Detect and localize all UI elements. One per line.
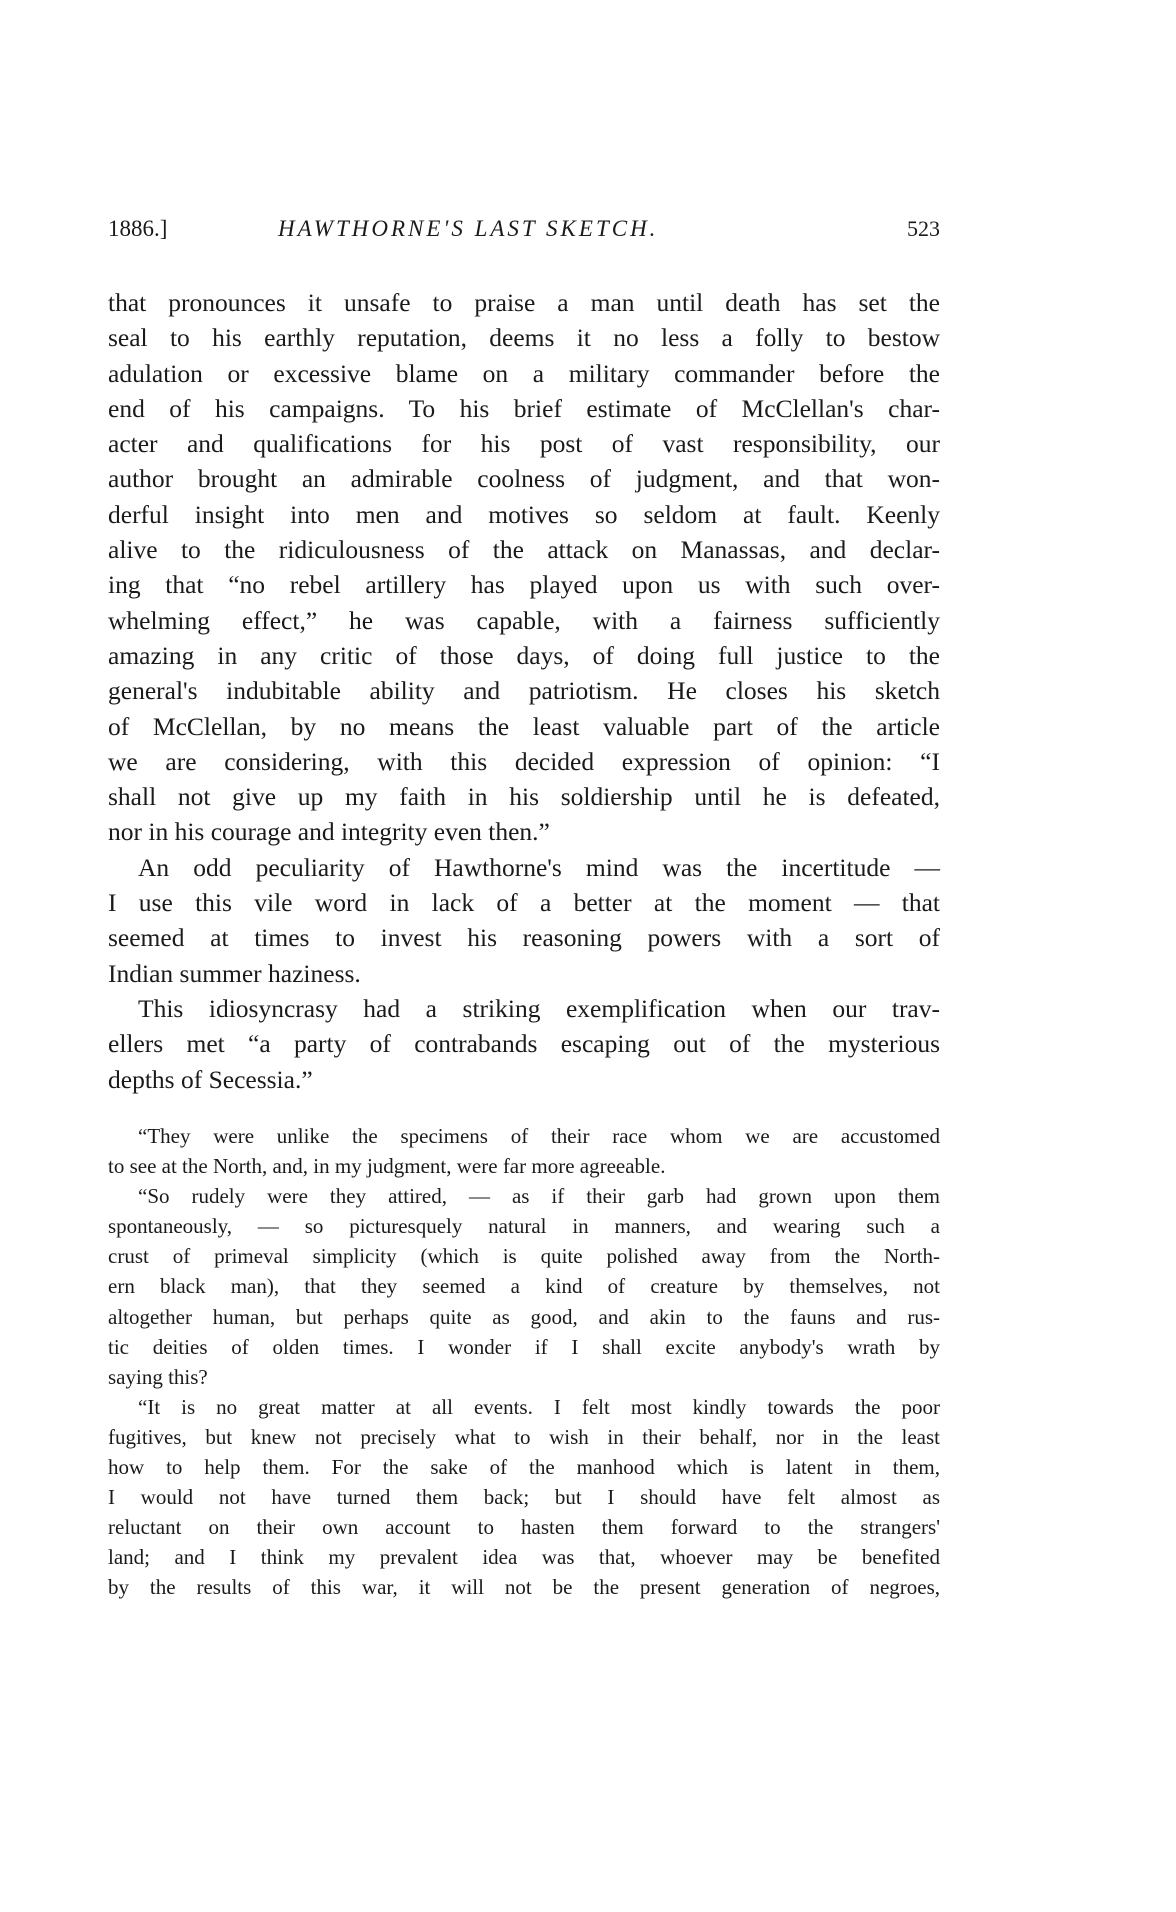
- text-line: author brought an admirable coolness of judgment, and that won-: [108, 464, 940, 494]
- text-line: amazing in any critic of those days, of doing full justice to the: [108, 640, 940, 670]
- text-line: I use this vile word in lack of a better at the moment — that: [108, 888, 940, 918]
- quote-line: reluctant on their own account to hasten them forward to the strangers': [108, 1515, 940, 1540]
- quote-line: how to help them. For the sake of the manhood which is latent in them,: [108, 1455, 940, 1480]
- quote-line: spontaneously, — so picturesquely natural in manners, and wearing such a: [108, 1214, 940, 1239]
- text-line: whelming effect,” he was capable, with a fairness sufficiently: [108, 605, 940, 635]
- running-header: [108, 212, 940, 246]
- text-line: we are considering, with this decided expression of opinion: “I: [108, 746, 940, 776]
- text-line: adulation or excessive blame on a military commander before the: [108, 358, 940, 388]
- block-quote: [108, 1121, 940, 1603]
- quote-line: to see at the North, and, in my judgment, were far more agreeable.: [108, 1154, 666, 1179]
- paragraph-start: This idiosyncrasy had a striking exemplification when our trav-: [138, 993, 940, 1023]
- quote-paragraph-start: “It is no great matter at all events. I felt most kindly towards the poor: [138, 1394, 940, 1419]
- text-line: seal to his earthly reputation, deems it no less a folly to bestow: [108, 323, 940, 353]
- main-text: [108, 285, 940, 1097]
- header-year: 1886.]: [108, 216, 168, 241]
- text-line: shall not give up my faith in his soldiership until he is defeated,: [108, 782, 940, 812]
- text-line: depths of Secessia.”: [108, 1064, 313, 1094]
- text-line: acter and qualifications for his post of vast responsibility, our: [108, 429, 940, 459]
- text-line: nor in his courage and integrity even then.”: [108, 817, 550, 847]
- text-line: of McClellan, by no means the least valuable part of the article: [108, 711, 940, 741]
- header-running-title: HAWTHORNE'S LAST SKETCH.: [278, 216, 659, 241]
- quote-line: altogether human, but perhaps quite as good, and akin to the fauns and rus-: [108, 1304, 940, 1329]
- paragraph-start: An odd peculiarity of Hawthorne's mind was the incertitude —: [138, 852, 940, 882]
- quote-line: tic deities of olden times. I wonder if I shall excite anybody's wrath by: [108, 1334, 940, 1359]
- quote-line: crust of primeval simplicity (which is quite polished away from the North-: [108, 1244, 940, 1269]
- quote-paragraph-start: “They were unlike the specimens of their race whom we are accustomed: [138, 1124, 940, 1148]
- quote-line: by the results of this war, it will not be the present generation of negroes,: [108, 1575, 940, 1600]
- page-number: 523: [907, 216, 940, 241]
- text-line: alive to the ridiculousness of the attack on Manassas, and declar-: [108, 535, 940, 565]
- text-line: end of his campaigns. To his brief estimate of McClellan's char-: [108, 393, 940, 423]
- quote-line: fugitives, but knew not precisely what to wish in their behalf, nor in the least: [108, 1424, 940, 1449]
- quote-line: saying this?: [108, 1364, 208, 1389]
- text-line: that pronounces it unsafe to praise a man until death has set the: [108, 288, 940, 317]
- text-line: seemed at times to invest his reasoning powers with a sort of: [108, 923, 940, 953]
- quote-line: I would not have turned them back; but I should have felt almost as: [108, 1485, 940, 1510]
- text-line: ellers met “a party of contrabands escaping out of the mysterious: [108, 1029, 940, 1059]
- text-line: derful insight into men and motives so seldom at fault. Keenly: [108, 499, 940, 529]
- quote-paragraph-start: “So rudely were they attired, — as if their garb had grown upon them: [138, 1184, 940, 1209]
- text-line: general's indubitable ability and patriotism. He closes his sketch: [108, 676, 940, 706]
- quote-line: land; and I think my prevalent idea was that, whoever may be benefited: [108, 1545, 940, 1570]
- text-line: Indian summer haziness.: [108, 958, 361, 988]
- text-line: ing that “no rebel artillery has played upon us with such over-: [108, 570, 940, 600]
- quote-line: ern black man), that they seemed a kind of creature by themselves, not: [108, 1274, 940, 1299]
